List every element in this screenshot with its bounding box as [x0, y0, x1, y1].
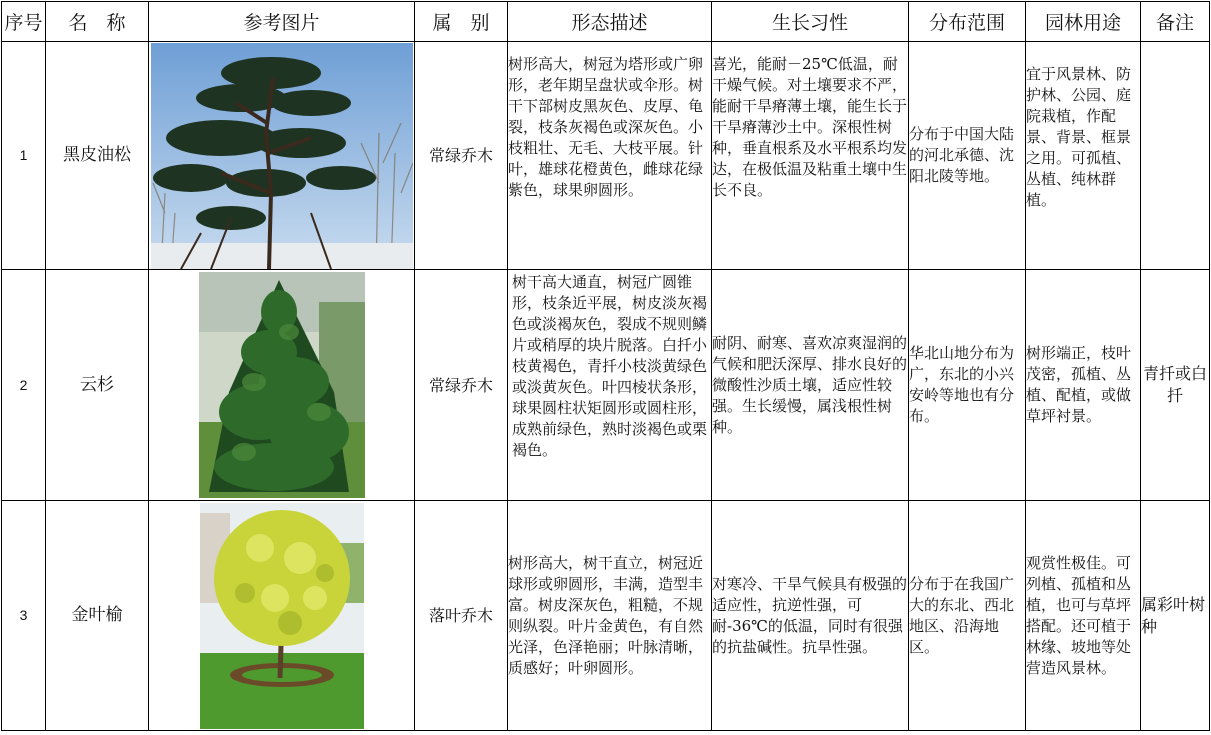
landscape-use: 宜于风景林、防护林、公园、庭院栽植，作配景、背景、框景之用。可孤植、丛植、纯林群植。	[1026, 42, 1141, 270]
genus: 落叶乔木	[415, 501, 508, 731]
black-pine-photo	[151, 43, 413, 269]
plant-name: 金叶榆	[46, 501, 149, 731]
table-row	[2, 501, 1210, 731]
reference-image-cell	[149, 42, 415, 270]
distribution-range: 分布于在我国广大的东北、西北地区、沿海地区。	[909, 501, 1026, 731]
header-morphology: 形态描述	[508, 2, 712, 42]
plant-table	[1, 1, 1210, 731]
row-number: 3	[2, 501, 46, 731]
header-row	[2, 2, 1210, 42]
row-number: 2	[2, 270, 46, 501]
growth-habit: 对寒冷、干旱气候具有极强的适应性，抗逆性强，可耐-36℃的低温，同时有很强的抗盐碱性。抗旱性强。	[712, 501, 909, 731]
genus: 常绿乔木	[415, 270, 508, 501]
table-row	[2, 270, 1210, 501]
remark: 属彩叶树种	[1141, 501, 1210, 731]
reference-image-cell	[149, 501, 415, 731]
landscape-use: 观赏性极佳。可列植、孤植和丛植，也可与草坪搭配。还可植于林缘、坡地等处营造风景林。	[1026, 501, 1141, 731]
header-name: 名 称	[46, 2, 149, 42]
distribution-range: 分布于中国大陆的河北承德、沈阳北陵等地。	[909, 42, 1026, 270]
reference-image-cell	[149, 270, 415, 501]
morphology-description: 树形高大，树冠为塔形或广卵形，老年期呈盘状或伞形。树干下部树皮黑灰色、皮厚、龟裂，枝条灰褐色或深灰色。小枝粗壮、无毛、大枝平展。针叶，雄球花橙黄色，雌球花绿紫色，球果卵圆形。	[508, 42, 712, 270]
header-distribution: 分布范围	[909, 2, 1026, 42]
plant-name: 云杉	[46, 270, 149, 501]
morphology-description: 树形高大，树干直立，树冠近球形或卵圆形，丰满，造型丰富。树皮深灰色，粗糙，不规则纵裂。叶片金黄色，有自然光泽，色泽艳丽；叶脉清晰，质感好；叶卵圆形。	[508, 501, 712, 731]
growth-habit: 喜光，能耐－25℃低温，耐干燥气候。对土壤要求不严，能耐干旱瘠薄土壤，能生长于干旱瘠薄沙土中。深根性树种，垂直根系及水平根系均发达，在极低温及粘重土壤中生长不良。	[712, 42, 909, 270]
header-image: 参考图片	[149, 2, 415, 42]
table-row	[2, 42, 1210, 270]
header-no: 序号	[2, 2, 46, 42]
header-genus: 属 别	[415, 2, 508, 42]
header-habit: 生长习性	[712, 2, 909, 42]
golden-elm-photo	[200, 503, 364, 729]
row-number: 1	[2, 42, 46, 270]
header-note: 备注	[1141, 2, 1210, 42]
growth-habit: 耐阴、耐寒、喜欢凉爽湿润的气候和肥沃深厚、排水良好的微酸性沙质土壤，适应性较强。生长缓慢，属浅根性树种。	[712, 270, 909, 501]
spruce-photo	[199, 272, 365, 498]
plant-name: 黑皮油松	[46, 42, 149, 270]
genus: 常绿乔木	[415, 42, 508, 270]
remark: 青扦或白扦	[1141, 270, 1210, 501]
header-use: 园林用途	[1026, 2, 1141, 42]
distribution-range: 华北山地分布为广，东北的小兴安岭等地也有分布。	[909, 270, 1026, 501]
morphology-description: 树干高大通直，树冠广圆锥形，枝条近平展，树皮淡灰褐色或淡褐灰色，裂成不规则鳞片或稍厚的块片脱落。白扦小枝黄褐色，青扦小枝淡黄绿色或淡黄灰色。叶四棱状条形，球果圆柱状矩圆形或圆柱形，成熟前绿色，熟时淡褐色或栗褐色。	[512, 273, 708, 459]
landscape-use: 树形端正，枝叶茂密，孤植、丛植、配植，或做草坪衬景。	[1026, 270, 1141, 501]
remark	[1141, 42, 1210, 270]
morphology-cell	[508, 270, 712, 501]
